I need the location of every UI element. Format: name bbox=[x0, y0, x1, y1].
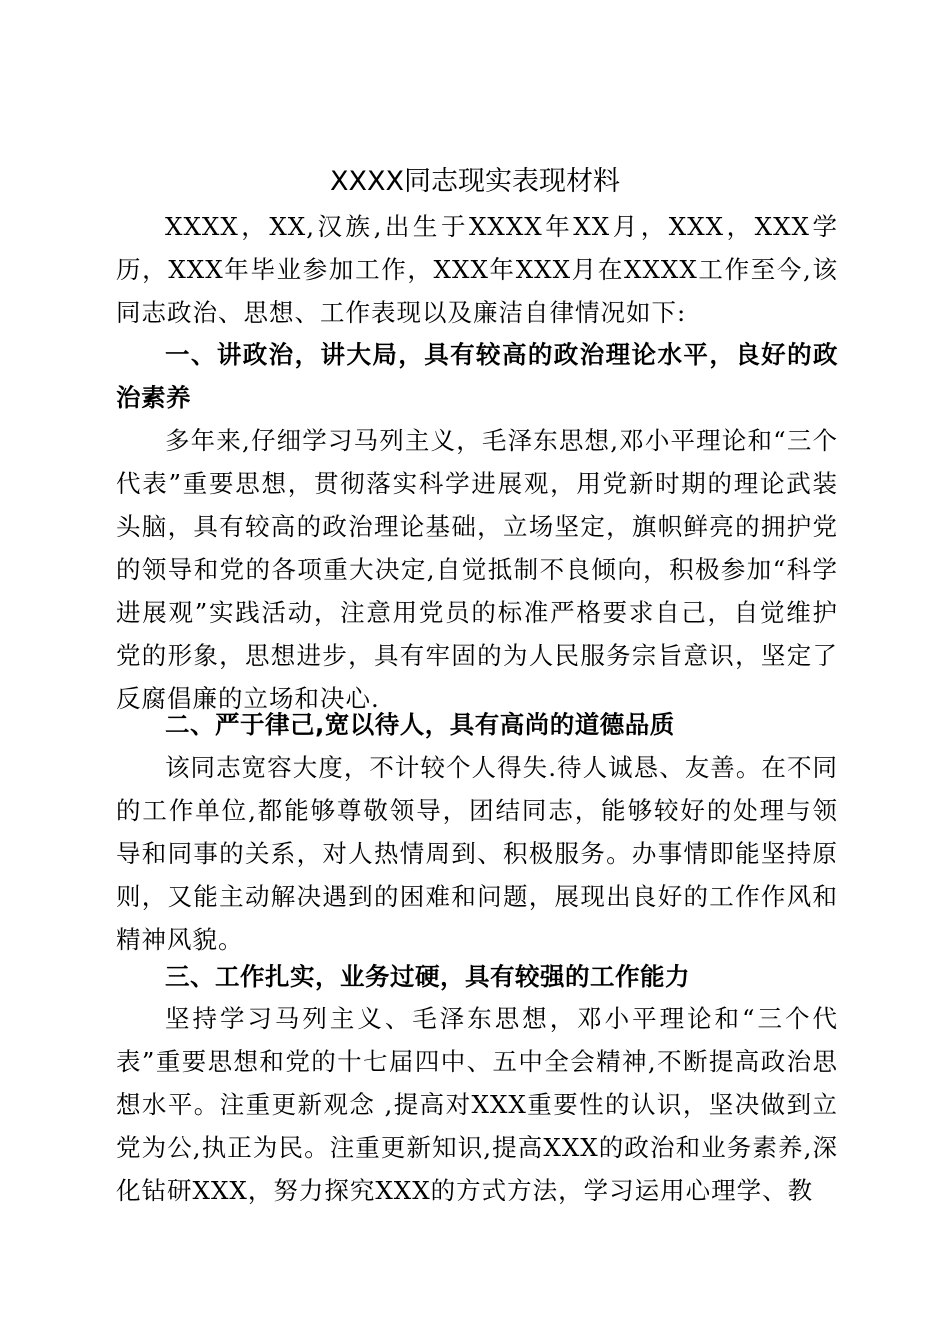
intro-paragraph: XXXX，XX,汉族,出生于XXXX年XX月，XXX，XXX学历，XXX年毕业参加工作，XXX年XXX月在XXXX工作至今,该同志政治、思想、工作表现以及廉洁自律情况如下: bbox=[116, 212, 838, 327]
section-3-body: 坚持学习马列主义、毛泽东思想，邓小平理论和“三个代表”重要思想和党的十七届四中、五中全会精神,不断提高政治思想水平。注重更新观念 ,提高对XXX重要性的认识，坚决做到立党为公,执正为民。注重更新知识,提高XXX的政治和业务素养,深化钻研XXX，努力探究XXX的方式方法，学习运用心理学、教 bbox=[116, 1004, 838, 1205]
document-title: XXXX同志现实表现材料 bbox=[330, 166, 620, 197]
section-3-heading: 三、工作扎实，业务过硬，具有较强的工作能力 bbox=[165, 962, 690, 991]
section-2-heading: 二、严于律己,宽以待人，具有高尚的道德品质 bbox=[165, 710, 675, 739]
section-1-body: 多年来,仔细学习马列主义，毛泽东思想,邓小平理论和“三个代表”重要思想，贯彻落实科学进展观，用党新时期的理论武装头脑，具有较高的政治理论基础，立场坚定，旗帜鲜亮的拥护党的领导和党的各项重大决定,自觉抵制不良倾向，积极参加“科学进展观”实践活动，注意用党员的标准严格要求自己，自觉维护党的形象，思想进步，具有牢固的为人民服务宗旨意识，坚定了反腐倡廉的立场和决心. bbox=[116, 426, 838, 713]
section-2-body: 该同志宽容大度，不计较个人得失.待人诚恳、友善。在不同的工作单位,都能够尊敬领导，团结同志，能够较好的处理与领导和同事的关系，对人热情周到、积极服务。办事情即能坚持原则，又能主动解决遇到的困难和问题，展现出良好的工作作风和精神风貌。 bbox=[116, 753, 838, 954]
section-1-heading: 一、讲政治，讲大局，具有较高的政治理论水平，良好的政治素养 bbox=[116, 340, 838, 412]
